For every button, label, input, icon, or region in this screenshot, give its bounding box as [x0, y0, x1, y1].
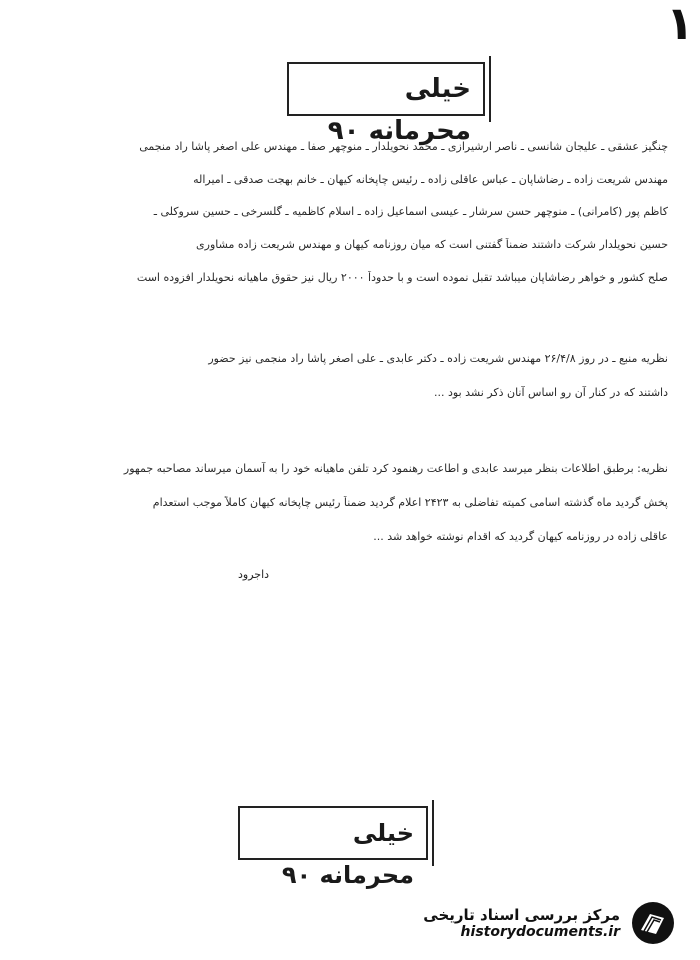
text-line: نظریه منبع ـ در روز ۲۶/۴/۸ مهندس شریعت زاده ـ دکتر عابدی ـ علی اصغر پاشا راد منجمی نیز حضور	[208, 352, 668, 365]
text-line: صلح کشور و خواهر رضاشاپان میباشد تقبل نموده است و با حدوداً ۲۰۰۰ ریال نیز حقوق ماهیانه نحویلدار افزوده است	[136, 271, 668, 284]
page-number: ۱	[665, 0, 694, 50]
watermark	[423, 900, 676, 946]
book-pages-icon	[630, 900, 676, 946]
classification-stamp-bottom: خیلی محرمانه ۹۰	[238, 806, 428, 860]
text-line: مهندس شریعت زاده ـ رضاشاپان ـ عباس عاقلی زاده ـ رئیس چاپخانه کیهان ـ خانم بهجت صدقی ـ امیراله	[193, 173, 668, 186]
text-line: چنگیز عشقی ـ علیجان شانسی ـ ناصر ارشیرازی ـ محمد نحویلدار ـ منوچهر صفا ـ مهندس علی اصغر پاشا راد منجمی	[139, 140, 668, 153]
signature: داجرود	[238, 568, 270, 581]
watermark-url: historydocuments.ir	[460, 924, 620, 940]
text-line: حسین نحویلدار شرکت داشتند ضمناً گفتنی است که میان روزنامه کیهان و مهندس شریعت زاده مشاوری	[196, 238, 668, 251]
text-line: پخش گردید ماه گذشته اسامی کمیته تفاضلی به ۲۴۲۳ اعلام گردید ضمناً رئیس چاپخانه کیهان کاملاً موجب استعدام	[152, 496, 668, 509]
text-line: عاقلی زاده در روزنامه کیهان گردید که اقدام نوشته خواهد شد ...	[373, 530, 668, 543]
watermark-title: مرکز بررسی اسناد تاریخی	[423, 906, 620, 924]
text-line: داشتند که در کنار آن رو اساس آنان ذکر نشد بود ...	[434, 386, 668, 399]
text-line: کاظم پور (کامرانی) ـ منوچهر حسن سرشار ـ عیسی اسماعیل زاده ـ اسلام کاظمیه ـ گلسرخی ـ حسین سروکلی ـ	[153, 205, 668, 218]
text-line: نظریه: برطبق اطلاعات بنظر میرسد عابدی و اطاعت رهنمود کرد تلفن ماهیانه خود را به آسمان میرساند مصاحبه جمهور	[123, 462, 668, 475]
classification-stamp-top: خیلی محرمانه ۹۰	[287, 62, 485, 116]
